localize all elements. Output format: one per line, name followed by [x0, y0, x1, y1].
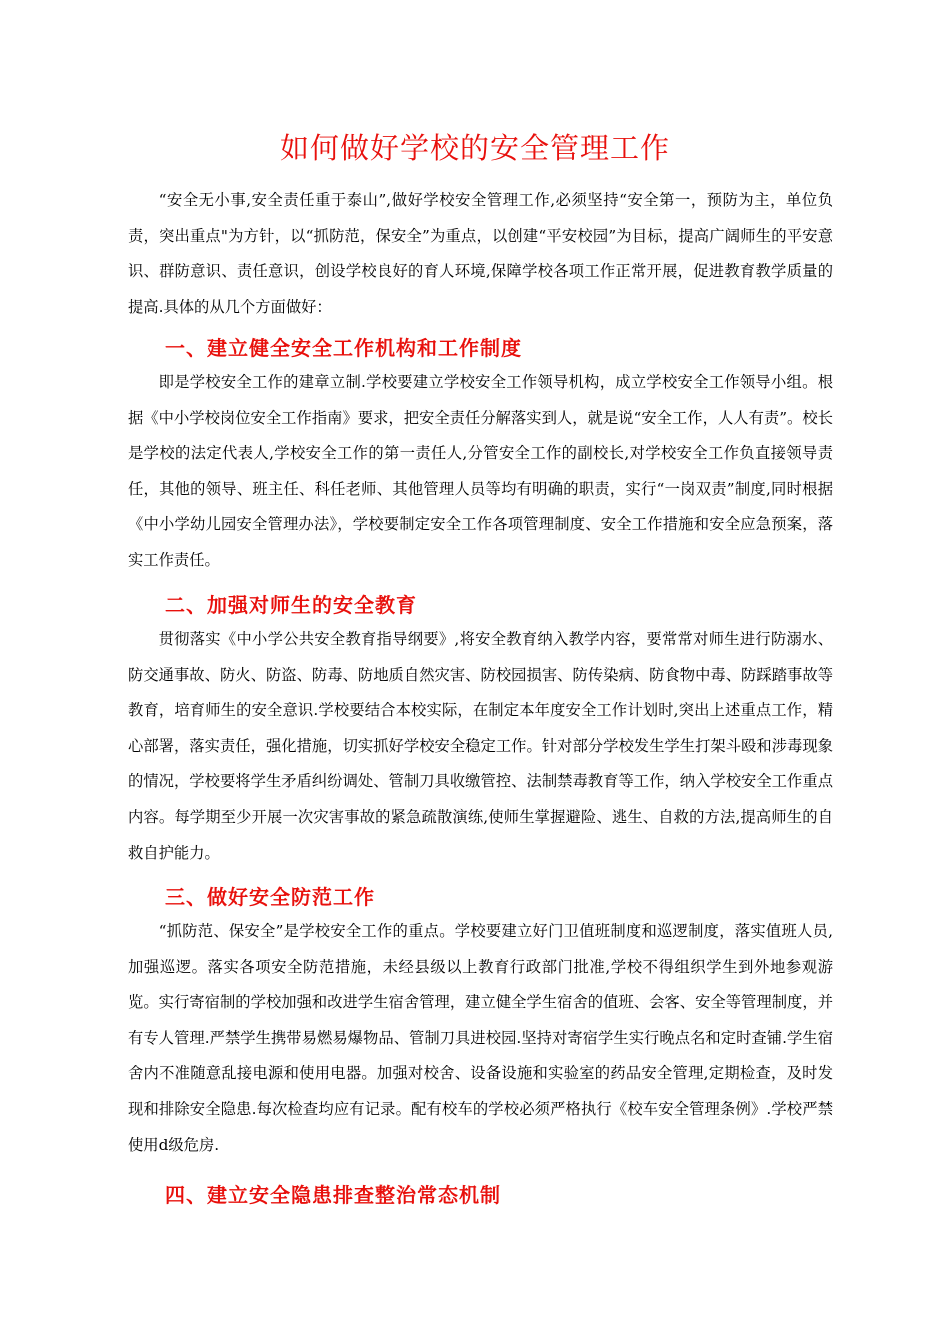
section-4-heading: 四、建立安全隐患排查整治常态机制	[165, 1183, 501, 1207]
section-3-heading: 三、做好安全防范工作	[165, 885, 375, 909]
section-2-heading: 二、加强对师生的安全教育	[165, 593, 417, 617]
section-3-body: “抓防范、保安全”是学校安全工作的重点。学校要建立好门卫值班制度和巡逻制度，落实值班人员,加强巡逻。落实各项安全防范措施，未经县级以上教育行政部门批准,学校不得组织学生到外地参观游览。实行寄宿制的学校加强和改进学生宿舍管理，建立健全学生宿舍的值班、会客、安全等管理制度，并有专人管理.严禁学生携带易燃易爆物品、管制刀具进校园.坚持对寄宿学生实行晚点名和定时查铺.学生宿舍内不准随意乱接电源和使用电器。加强对校舍、设备设施和实验室的药品安全管理,定期检查，及时发现和排除安全隐患.每次检查均应有记录。配有校车的学校必须严格执行《校车安全管理条例》.学校严禁使用d级危房.	[128, 922, 833, 1154]
section-1-body: 即是学校安全工作的建章立制.学校要建立学校安全工作领导机构，成立学校安全工作领导小组。根据《中小学校岗位安全工作指南》要求，把安全责任分解落实到人，就是说“安全工作，人人有责”。校长是学校的法定代表人,学校安全工作的第一责任人,分管安全工作的副校长,对学校安全工作负直接领导责任，其他的领导、班主任、科任老师、其他管理人员等均有明确的职责，实行“一岗双责”制度,同时根据《中小学幼儿园安全管理办法》，学校要制定安全工作各项管理制度、安全工作措施和安全应急预案，落实工作责任。	[128, 373, 833, 569]
section-2-body: 贯彻落实《中小学公共安全教育指导纲要》,将安全教育纳入教学内容，要常常对师生进行防溺水、防交通事故、防火、防盗、防毒、防地质自然灾害、防校园损害、防传染病、防食物中毒、防踩踏事故等教育，培育师生的安全意识.学校要结合本校实际，在制定本年度安全工作计划时,突出上述重点工作，精心部署，落实责任，强化措施，切实抓好学校安全稳定工作。针对部分学校发生学生打架斗殴和涉毒现象的情况，学校要将学生矛盾纠纷调处、管制刀具收缴管控、法制禁毒教育等工作，纳入学校安全工作重点内容。每学期至少开展一次灾害事故的紧急疏散演练,使师生掌握避险、逃生、自救的方法,提高师生的自救自护能力。	[128, 630, 833, 862]
intro-paragraph: “安全无小事,安全责任重于泰山”,做好学校安全管理工作,必须坚持“安全第一，预防为主，单位负责，突出重点"为方针，以“抓防范，保安全”为重点，以创建“平安校园”为目标，提高广阔师生的平安意识、群防意识、责任意识，创设学校良好的育人环境,保障学校各项工作正常开展，促进教育教学质量的提高.具体的从几个方面做好：	[128, 191, 833, 316]
document-title: 如何做好学校的安全管理工作	[279, 131, 670, 165]
section-1-heading: 一、建立健全安全工作机构和工作制度	[165, 336, 522, 360]
